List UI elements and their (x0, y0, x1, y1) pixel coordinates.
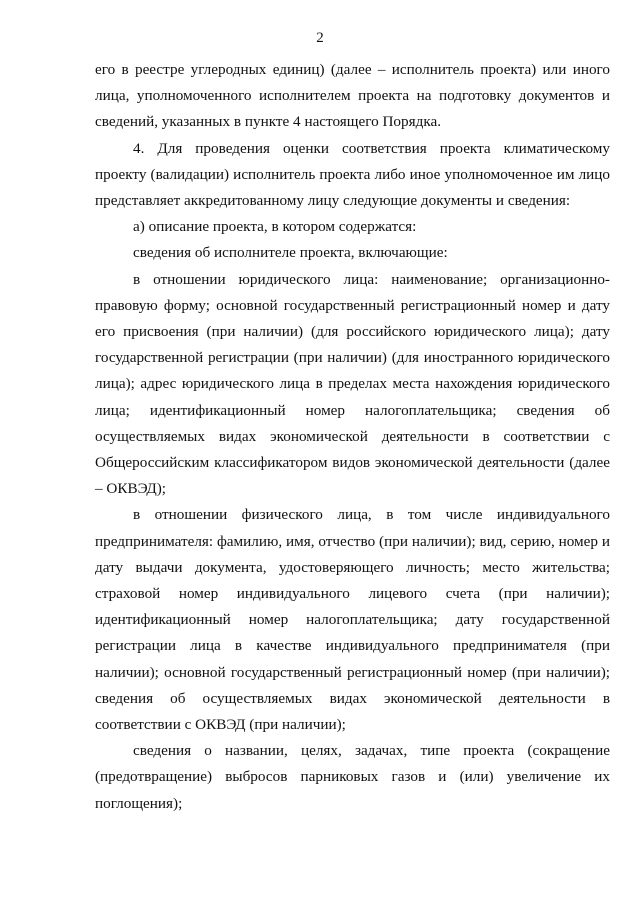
paragraph-subitem-a: а) описание проекта, в котором содержатся: (133, 218, 417, 236)
paragraph-legal-entity: в отношении юридического лица: наименование; организационно-правовую форму; основной государственный регистрационный номер и дату его присвоения (при наличии) (для российского юридического лица); дату государственной регистрации (при наличии) (для иностранного юридического лица); адрес юридического лица в пределах места нахождения юридического лица; идентификационный номер налогоплательщика; сведения об осуществляемых видах экономической деятельности в соответствии с Общероссийским классификатором видов экономической деятельности (далее – ОКВЭД); (95, 270, 610, 498)
paragraph-continuation: его в реестре углеродных единиц) (далее – исполнитель проекта) или иного лица, уполномоченного исполнителем проекта на подготовку документов и сведений, указанных в пункте 4 настоящего Порядка. (95, 61, 610, 131)
paragraph-executor-info: сведения об исполнителе проекта, включающие: (133, 244, 448, 262)
paragraph-project-info: сведения о названии, целях, задачах, типе проекта (сокращение (предотвращение) выбросов парниковых газов и (или) увеличение их поглощения); (95, 742, 610, 812)
document-body (95, 57, 610, 817)
paragraph-individual: в отношении физического лица, в том числе индивидуального предпринимателя: фамилию, имя, отчество (при наличии); вид, серию, номер и дату выдачи документа, удостоверяющего личность; место жительства; страховой номер индивидуального лицевого счета (при наличии); идентификационный номер налогоплательщика; дату государственной регистрации лица в качестве индивидуального предпринимателя (при наличии); основной государственный регистрационный номер (при наличии); сведения об осуществляемых видах экономической деятельности в соответствии с ОКВЭД (при наличии); (95, 506, 610, 734)
paragraph-item-4: 4. Для проведения оценки соответствия проекта климатическому проекту (валидации) исполнитель проекта либо иное уполномоченное им лицо представляет аккредитованному лицу следующие документы и сведения: (95, 139, 610, 210)
page-number: 2 (316, 30, 324, 46)
